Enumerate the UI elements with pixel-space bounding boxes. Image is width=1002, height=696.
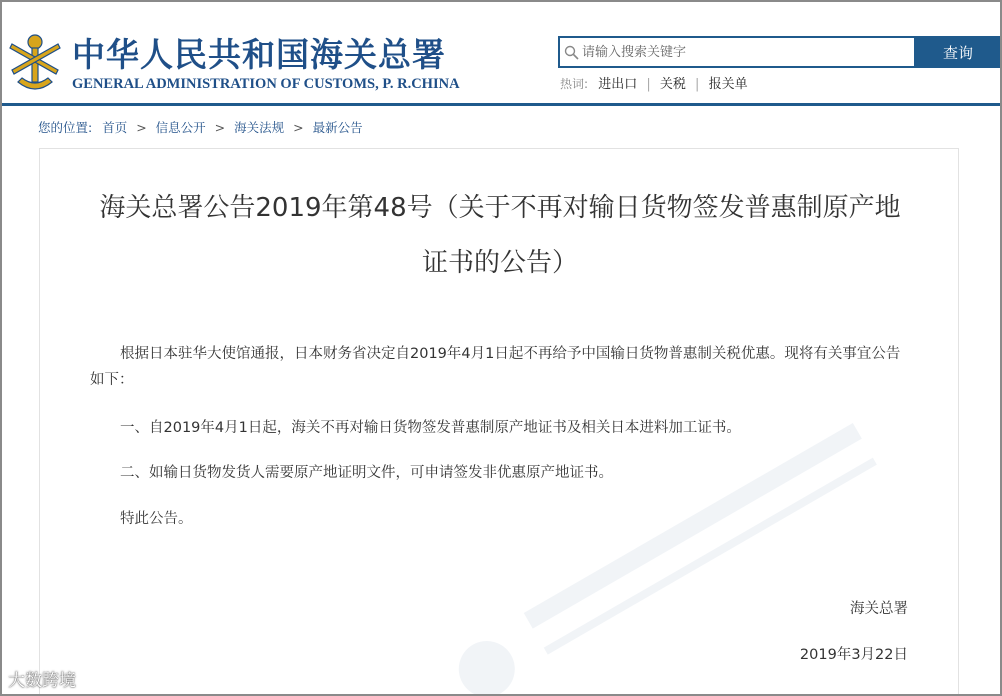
site-header — [2, 2, 1000, 105]
search-button[interactable]: 查询 — [916, 36, 1000, 68]
article-panel — [39, 148, 959, 696]
article-paragraph-closing: 特此公告。 — [120, 511, 193, 527]
article-paragraph-intro: 根据日本驻华大使馆通报，日本财务省决定自2019年4月1日起不再给予中国输日货物普惠制关税优惠。现将有关事宜公告如下： — [90, 346, 901, 388]
breadcrumb-separator: > — [214, 120, 226, 135]
hot-words-label: 热词: — [560, 77, 589, 91]
breadcrumb-prefix: 您的位置: — [38, 120, 93, 135]
hot-word-link[interactable]: 报关单 — [708, 77, 748, 92]
site-title-cn[interactable]: 中华人民共和国海关总署 — [72, 35, 446, 74]
article-paragraph-item-2: 二、如输日货物发货人需要原产地证明文件，可申请签发非优惠原产地证书。 — [120, 465, 613, 481]
breadcrumb-item-info[interactable]: 信息公开 — [155, 120, 206, 135]
hot-word-separator: | — [695, 77, 700, 92]
breadcrumb-item-laws[interactable]: 海关法规 — [234, 120, 285, 135]
breadcrumb — [38, 118, 363, 136]
search-input[interactable] — [582, 40, 908, 64]
article-title: 海关总署公告2019年第48号（关于不再对输日货物签发普惠制原产地证书的公告） — [99, 193, 901, 278]
hot-word-link[interactable]: 进出口 — [598, 77, 638, 92]
article-signature: 海关总署 — [850, 601, 908, 617]
breadcrumb-item-home[interactable]: 首页 — [102, 120, 128, 135]
site-title-en[interactable]: GENERAL ADMINISTRATION OF CUSTOMS, P. R.CHINA — [72, 76, 460, 92]
breadcrumb-separator: > — [293, 120, 304, 135]
search-box — [558, 36, 916, 68]
breadcrumb-item-latest[interactable]: 最新公告 — [312, 120, 363, 135]
search-icon — [564, 45, 579, 60]
brand-watermark: 大数跨境 — [8, 671, 76, 691]
customs-emblem-icon[interactable] — [4, 24, 66, 94]
breadcrumb-separator: > — [136, 120, 147, 135]
article-paragraph-item-1: 一、自2019年4月1日起，海关不再对输日货物签发普惠制原产地证书及相关日本进料加工证书。 — [120, 420, 741, 436]
hot-words — [560, 73, 750, 92]
header-divider — [2, 103, 1000, 106]
article-date: 2019年3月22日 — [799, 647, 908, 663]
hot-word-link[interactable]: 关税 — [659, 77, 686, 92]
hot-word-separator: | — [646, 77, 651, 92]
